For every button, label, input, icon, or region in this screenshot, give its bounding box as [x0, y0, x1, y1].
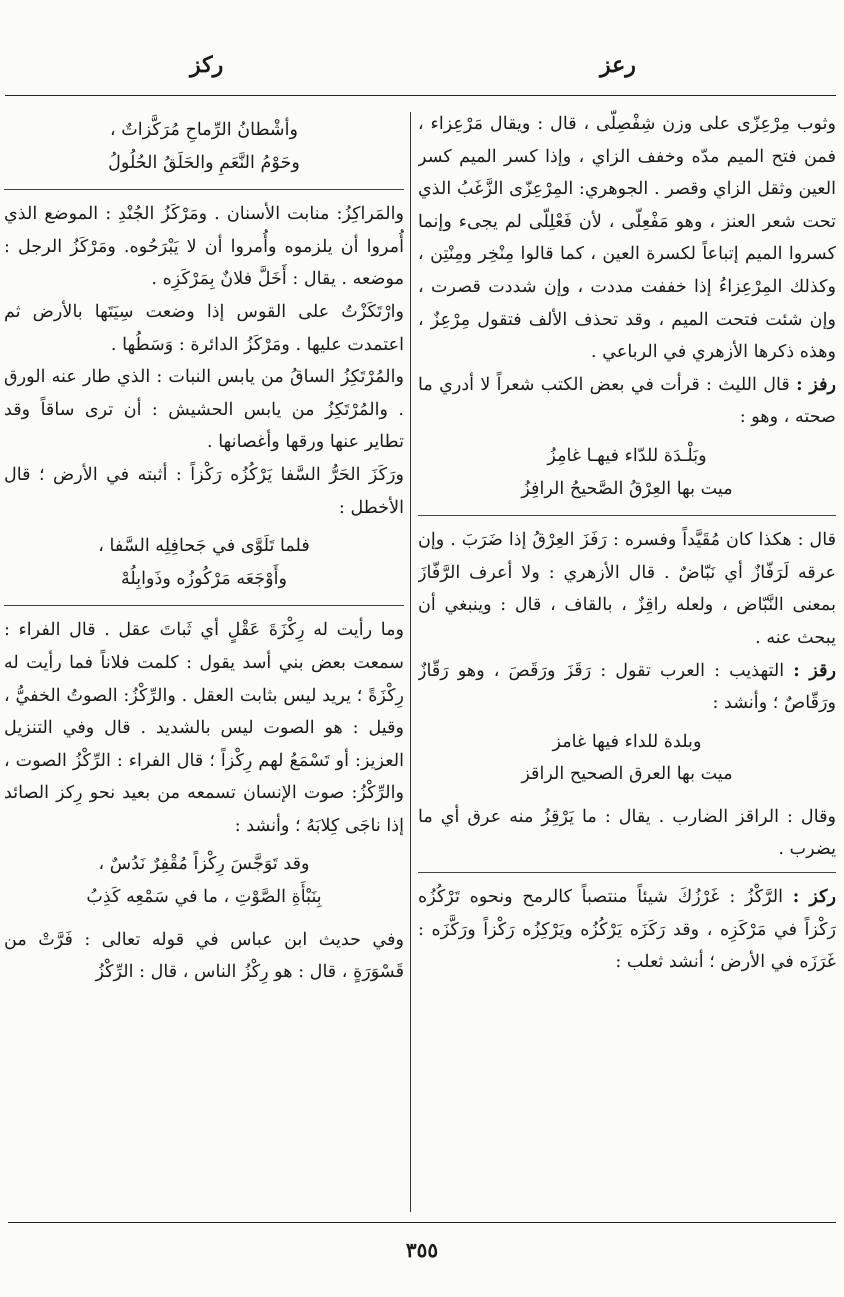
verse-line: وأشْطانُ الرِّماحِ مُرَكَّزاتٌ ، — [109, 120, 299, 140]
verse — [4, 530, 404, 595]
entry-rkz — [418, 881, 836, 979]
divider — [418, 872, 836, 873]
divider — [4, 605, 404, 606]
headword: ركز : — [792, 886, 836, 908]
verse — [418, 726, 836, 791]
paragraph: وما رأيت له رِكْزَةَ عَقْلٍ أي ثَباتَ عقل . قال الفراء : سمعت بعض بني أسد يقول : كلمت فلاناً فما رأيت له رِكْزَةً ؛ يريد ليس بثابت العقل . والرِّكْزُ: الصوتُ الخفيُّ ، وقيل : هو الصوت ليس بالشديد . قال وفي التنزيل العزيز: أو تَسْمَعُ لهم رِكْزاً ؛ قال الفراء : الرِّكْزُ الصوت ، والرِّكْزُ: صوت الإنسان تسمعه من بعيد نحو رِكز الصائد إذا ناجَى كِلابَهُ ؛ وأنشد : — [4, 620, 404, 836]
verse-line: وبَلْـدَة للدّاء فيهـا غامِزُ — [547, 445, 707, 466]
bottom-rule — [8, 1222, 836, 1223]
verse — [418, 440, 836, 505]
verse-line: ميت بها العرق الصحيح الراقز — [521, 764, 733, 785]
entry-text: الرَّكْزُ : غَرْزُكَ شيئاً منتصباً كالرمح ونحوه تَرْكُزُه رَكْزاً في مَرْكَزِه ، وقد رَكَزَه يَرْكُزُه ويَرْكِزُه رَكْزاً ورَكَّزَه : غَرَزَه في الأرض ؛ أنشد ثعلب : — [418, 887, 836, 973]
verse-line: ميت بها العِرْقُ الصَّحيحُ الرافِزُ — [521, 478, 733, 499]
verse — [4, 114, 404, 179]
headword: رقز : — [793, 659, 836, 681]
paragraph: قال : هكذا كان مُقَيَّداً وفسره : رَفَزَ العِرْقُ إذا ضَرَبَ . وإن عرقه لَرَفّازٌ أي نَبّاضٌ . قال الأزهري : ولا أعرف الرَّفّازَ بمعنى النَّبّاض ، ولعله راقِزٌ ، بالقاف ، قال : وينبغي أن يبحث عنه . — [418, 530, 836, 648]
paragraph: وثوب مِرْعِزّى على وزن شِفْصِلّى ، قال : ويقال مَرْعِزاء ، فمن فتح الميم مدّه وخفف الزاي ، وإذا كسر الميم كسر العين وثقل الزاي وقصر . الجوهري: المِرْعِزّى الزَّغَبُ الذي تحت شعر العنز ، وهو مَفْعِلّى ، لأن فَعْلِلّى لم يجىء وإنما كسروا الميم إتباعاً لكسرة العين ، كما قالوا مِنْخِر ومِنْتِن ، وكذلك المِرْعِزاءُ إذا خففت مددت ، وإن شددت قصرت ، وإن شئت فتحت الميم ، وقد تحذف الألف فتقول مِرْعِزٌ ، وهذه ذكرها الأزهري في الرباعي . — [418, 114, 836, 363]
divider — [4, 189, 404, 190]
paragraph: والمُرْتَكِزُ الساقُ من يابس النبات : الذي طار عنه الورق . والمُرْتَكِزُ من يابس الحشيش : أن ترى ساقاً وقد تطاير عنها ورقها وأغصانها . — [4, 367, 404, 453]
column-divider — [410, 112, 411, 1212]
paragraph: والمَراكِزُ: منابت الأسنان . ومَرْكَزُ الجُنْدِ : الموضع الذي أُمروا أن يلزموه وأُمروا أن لا يَبْرَحُوه. ومَرْكَزُ الرجل : موضعه . يقال : أَخَلَّ فلانٌ بِمَرْكَزِه . — [4, 204, 404, 290]
verse-line: وقد تَوَجَّسَ رِكْزاً مُقْفِرٌ نَدُسٌ ، — [98, 854, 310, 875]
entry-rfz — [418, 369, 836, 434]
verse-line: وبلدة للداء فيها غامز — [552, 731, 702, 752]
left-header-word: ركز — [190, 52, 224, 78]
verse-line: فلما تَلَوَّى في جَحافِلِه السَّفا ، — [98, 536, 310, 557]
verse-line: بِنَبْأَةِ الصَّوْتِ ، ما في سَمْعِه كَذِبُ — [86, 887, 322, 908]
entry-text: التهذيب : العرب تقول : رَقَزَ ورَقَصَ ، وهو رَقّازٌ ورَقّاصٌ ؛ وأنشد : — [418, 660, 836, 714]
paragraph: وقال : الراقز الضارب . يقال : ما يَرْقِزُ منه عرق أي ما يضرب . — [418, 806, 836, 860]
page-number: ٣٥٥ — [405, 1238, 439, 1262]
paragraph: وفي حديث ابن عباس في قوله تعالى : فَرَّتْ من قَسْوَرَةٍ ، قال : هو رِكْزُ الناس ، قال : الرِّكْزُ — [4, 929, 404, 983]
entry-text: قال الليث : قرأت في بعض الكتب شعراً لا أدري ما صحته ، وهو : — [418, 374, 836, 428]
verse-line: وأَوْجَعَه مَرْكُوزُه وذَوابِلُهْ — [120, 568, 288, 589]
paragraph: ورَكَزَ الحَرُّ السَّفا يَرْكُزُه رَكْزاً : أثبته في الأرض ؛ قال الأخطل : — [4, 464, 404, 518]
verse-line: وحَوْمُ النَّعَمِ والحَلَقُ الحُلُولُ — [108, 152, 300, 173]
verse — [4, 848, 404, 913]
headword: رفز : — [796, 373, 836, 395]
paragraph: وارْتَكَزْتُ على القوس إذا وضعت سِيَتَها بالأرض ثم اعتمدت عليها . ومَرْكَزُ الدائرة : وَسَطُها . — [4, 301, 404, 355]
top-rule — [5, 95, 836, 96]
divider — [418, 515, 836, 516]
right-column — [418, 108, 836, 1218]
left-column — [4, 108, 404, 1218]
right-header-word: رعز — [600, 52, 636, 78]
entry-rqz — [418, 655, 836, 720]
